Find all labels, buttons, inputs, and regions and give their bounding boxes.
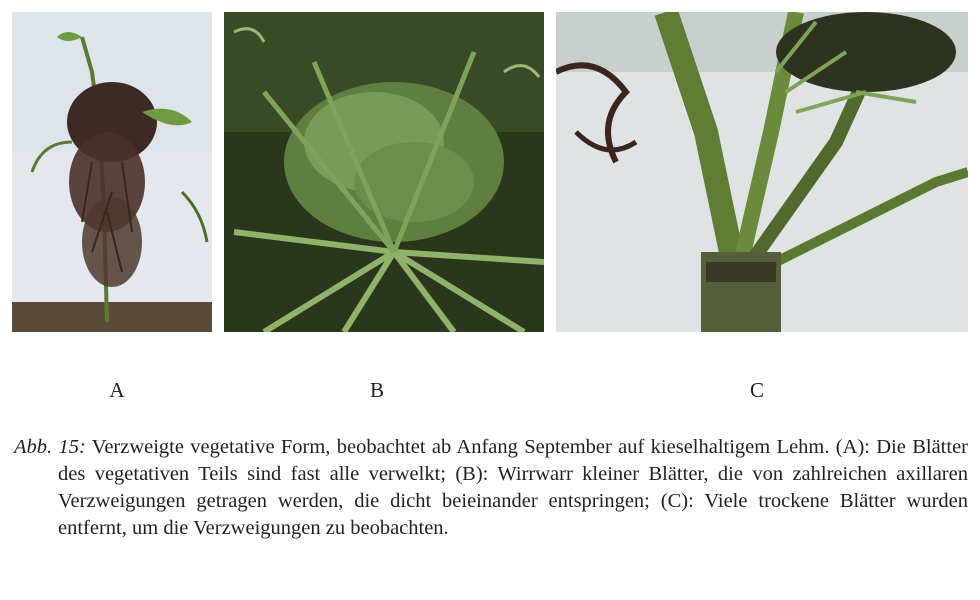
wilted-plant-photo (12, 12, 212, 332)
photo-c (556, 12, 968, 332)
photo-b (224, 12, 544, 332)
figure-caption (14, 434, 968, 542)
leaf-cluster-photo (224, 12, 544, 332)
panel-label-c: C (749, 378, 764, 402)
panel-label-b: B (369, 378, 384, 402)
photo-a (12, 12, 212, 332)
panel-label-a: A (109, 378, 125, 402)
caption-label: Abb. 15: (14, 436, 86, 458)
stem-branches-photo (556, 12, 968, 332)
caption-text: Verzweigte vegetative Form, beobachtet ab Anfang September auf kieselhaltigem Lehm. (A): Die Blätter des vegetativen Teils sind fast alle verwelkt; (B): Wirrwarr kleiner Blätter, die von zahlreichen axillaren Verzweigungen getragen werden, die dicht beieinander entspringen; (C): Viele trockene Blätter wurden entfernt, um die Verzweigungen zu beobachten. (58, 436, 968, 539)
